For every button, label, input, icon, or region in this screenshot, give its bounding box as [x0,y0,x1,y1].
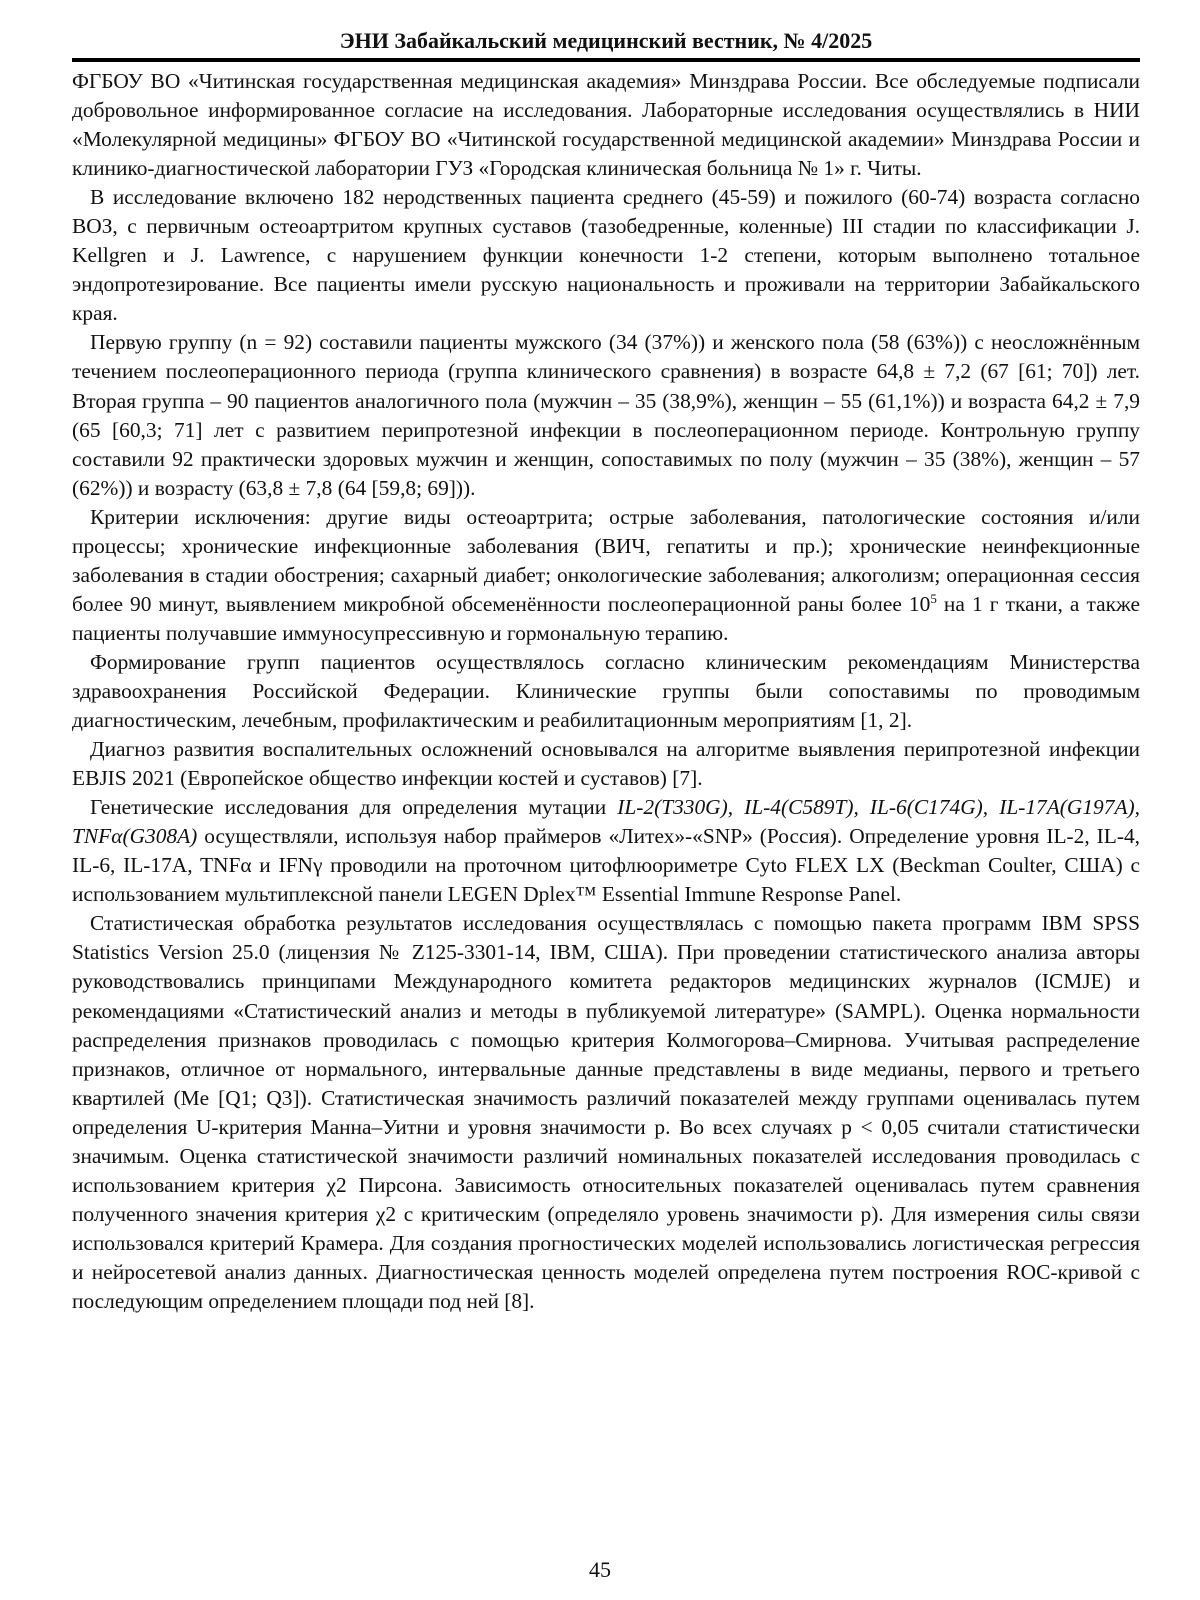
gene-mutation-list: IL-2(T330G), IL-4(C589T), IL-6(C174G), IL-17A(G197A), TNFα(G308A) [72,795,1140,849]
running-header: ЭНИ Забайкальский медицинский вестник, № 4/2025 [339,28,873,53]
paragraph-ethics-continuation: ФГБОУ ВО «Читинская государственная медицинская академия» Минздрава России. Все обследуемые подписали добровольное информированное согласие на исследования. Лабораторные исследования осуществлялись в НИИ «Молекулярной медицины» ФГБОУ ВО «Читинской государственной медицинской академии» Минздрава России и клинико-диагностической лаборатории ГУЗ «Городская клиническая больница № 1» г. Читы. [72,69,1140,181]
paragraph-study-population: В исследование включено 182 неродственных пациента среднего (45-59) и пожилого (60-74) возраста согласно ВОЗ, с первичным остеоартритом крупных суставов (тазобедренные, коленные) III стадии по классификации J. Kellgren и J. Lawrence, с нарушением функции конечности 1-2 степени, которым выполнено тотальное эндопротезирование. Все пациенты имели русскую национальность и проживали на территории Забайкальского края. [72,185,1140,326]
paragraph-study-groups: Первую группу (n = 92) составили пациенты мужского (34 (37%)) и женского пола (58 (63%)) с неосложнённым течением послеоперационного периода (группа клинического сравнения) в возрасте 64,8 ± 7,2 (67 [61; 70]) лет. Вторая группа – 90 пациентов аналогичного пола (мужчин – 35 (38,9%), женщин – 55 (61,1%)) и возраста 64,2 ± 7,9 (65 [60,3; 71] лет с развитием перипротезной инфекции в послеоперационном периоде. Контрольную группу составили 92 практически здоровых мужчин и женщин, сопоставимых по полу (мужчин – 35 (38%), женщин – 57 (62%)) и возрасту (63,8 ± 7,8 (64 [59,8; 69])). [72,330,1140,500]
paragraph-exclusion-criteria [72,503,1140,648]
exclusion-text-end: на 1 г ткани, а также пациенты получавшие иммуносупрессивную и гормональную терапию. [72,591,1140,645]
page-number: 45 [589,1557,611,1582]
exponent-superscript: 5 [930,590,937,606]
header-rule [72,58,1140,62]
exclusion-text-start: Критерии исключения: другие виды остеоартрита; острые заболевания, патологические состояния и/или процессы; хронические инфекционные заболевания (ВИЧ, гепатиты и пр.); хронические неинфекционные заболевания в стадии обострения; сахарный диабет; онкологические заболевания; алкоголизм; операционная сессия более 90 минут, выявлением микробной обсеменённости послеоперационной раны более 10 [72,504,1140,616]
genetic-text-start: Генетические исследования для определения мутации [90,795,618,820]
paragraph-group-formation: Формирование групп пациентов осуществлялось согласно клиническим рекомендациям Министерства здравоохранения Российской Федерации. Клинические группы были сопоставимы по проводимым диагностическим, лечебным, профилактическим и реабилитационным мероприятиям [1, 2]. [72,649,1140,733]
paragraph-statistics: Статистическая обработка результатов исследования осуществлялась с помощью пакета программ IBM SPSS Statistics Version 25.0 (лицензия № Z125-3301-14, IBM, США). При проведении статистического анализа авторы руководствовались принципами Международного комитета редакторов медицинских журналов (ICMJE) и рекомендациями «Статистический анализ и методы в публикуемой литературе» (SAMPL). Оценка нормальности распределения признаков проводилась с помощью критерия Колмогорова–Смирнова. Учитывая распределение признаков, отличное от нормального, интервальные данные представлены в виде медианы, первого и третьего квартилей (Me [Q1; Q3]). Статистическая значимость различий показателей между группами оценивалась путем определения U-критерия Манна–Уитни и уровня значимости p. Во всех случаях p < 0,05 считали статистически значимым. Оценка статистической значимости различий номинальных показателей исследования проводилась с использованием критерия χ2 Пирсона. Зависимость относительных показателей оценивалась путем сравнения полученного значения критерия χ2 с критическим (определяло уровень значимости p). Для измерения силы связи использовался критерий Крамера. Для создания прогностических моделей использовались логистическая регрессия и нейросетевой анализ данных. Диагностическая ценность моделей определена путем построения ROC-кривой с последующим определением площади под ней [8]. [72,911,1140,1313]
article-body [72,67,1140,1316]
genetic-text-end: осуществляли, используя набор праймеров «Литех»-«SNP» (Россия). Определение уровня IL-2, IL-4, IL-6, IL-17A, TNFα и IFNγ проводили на проточном цитофлюориметре Cyto FLEX LX (Beckman Coulter, США) с использованием мультиплексной панели LEGEN Dplex™ Essential Immune Response Panel. [72,824,1140,907]
paragraph-genetic-methods [72,793,1140,909]
paragraph-diagnosis: Диагноз развития воспалительных осложнений основывался на алгоритме выявления перипротезной инфекции EBJIS 2021 (Европейское общество инфекции костей и суставов) [7]. [72,737,1140,791]
